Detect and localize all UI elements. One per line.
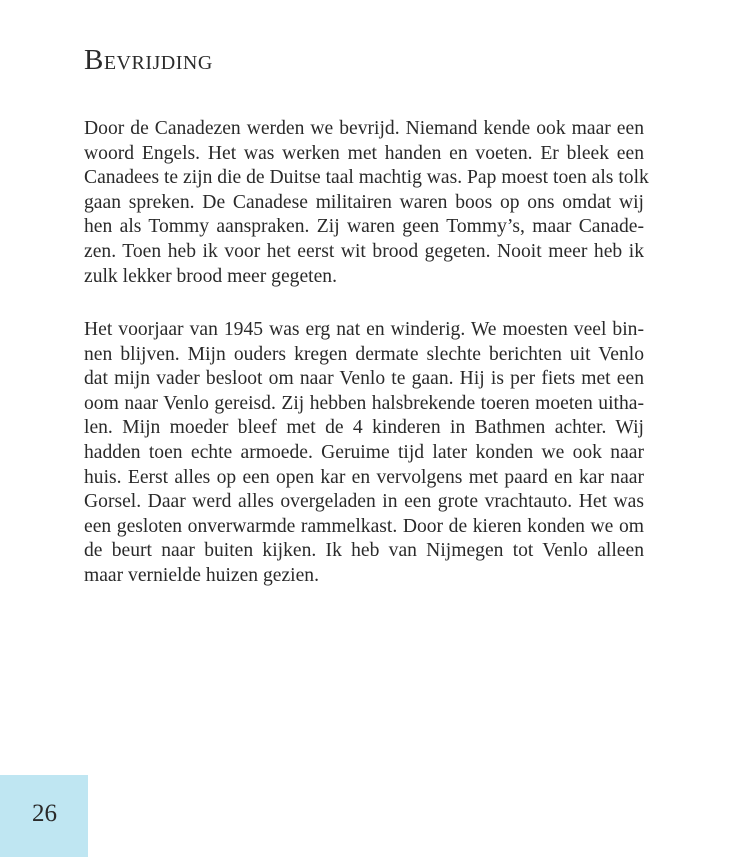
text-line: dat mijn vader besloot om naar Venlo te gaan. Hij is per fiets met een [84, 368, 644, 390]
text-line: Canadees te zijn die de Duitse taal machtig was. Pap moest toen als tolk [84, 167, 649, 189]
text-line: zen. Toen heb ik voor het eerst wit brood gegeten. Nooit meer heb ik [84, 240, 644, 262]
text-line: een gesloten onverwarmde rammelkast. Door de kieren konden we om [84, 515, 644, 537]
text-line: len. Mijn moeder bleef met de 4 kinderen in Bathmen achter. Wij [84, 417, 644, 439]
text-line: Het voorjaar van 1945 was erg nat en winderig. We moesten veel bin- [84, 319, 644, 340]
text-line: de beurt naar buiten kijken. Ik heb van Nijmegen tot Venlo alleen [84, 540, 644, 562]
paragraph-2 [84, 318, 644, 589]
page-number: 26 [32, 800, 57, 827]
text-line: gaan spreken. De Canadese militairen waren boos op ons omdat wij [84, 191, 644, 213]
text-line: nen blijven. Mijn ouders kregen dermate slechte berichten uit Venlo [84, 343, 644, 365]
text-line: maar vernielde huizen gezien. [84, 564, 320, 586]
text-line: oom naar Venlo gereisd. Zij hebben halsbrekende toeren moeten uitha- [84, 392, 644, 414]
text-line: huis. Eerst alles op een open kar en vervolgens met paard en kar naar [84, 466, 644, 488]
text-line: Gorsel. Daar werd alles overgeladen in een grote vrachtauto. Het was [84, 491, 644, 513]
text-line: zulk lekker brood meer gegeten. [84, 265, 337, 287]
text-line: woord Engels. Het was werken met handen en voeten. Er bleek een [84, 142, 644, 164]
page-title: Bevrijding [84, 44, 213, 76]
text-line: hadden toen echte armoede. Geruime tijd later konden we ook naar [84, 441, 644, 463]
text-line: hen als Tommy aanspraken. Zij waren geen Tommy’s, maar Canade- [84, 216, 644, 238]
text-line: Door de Canadezen werden we bevrijd. Niemand kende ook maar een [84, 118, 644, 139]
paragraph-1 [84, 117, 649, 289]
